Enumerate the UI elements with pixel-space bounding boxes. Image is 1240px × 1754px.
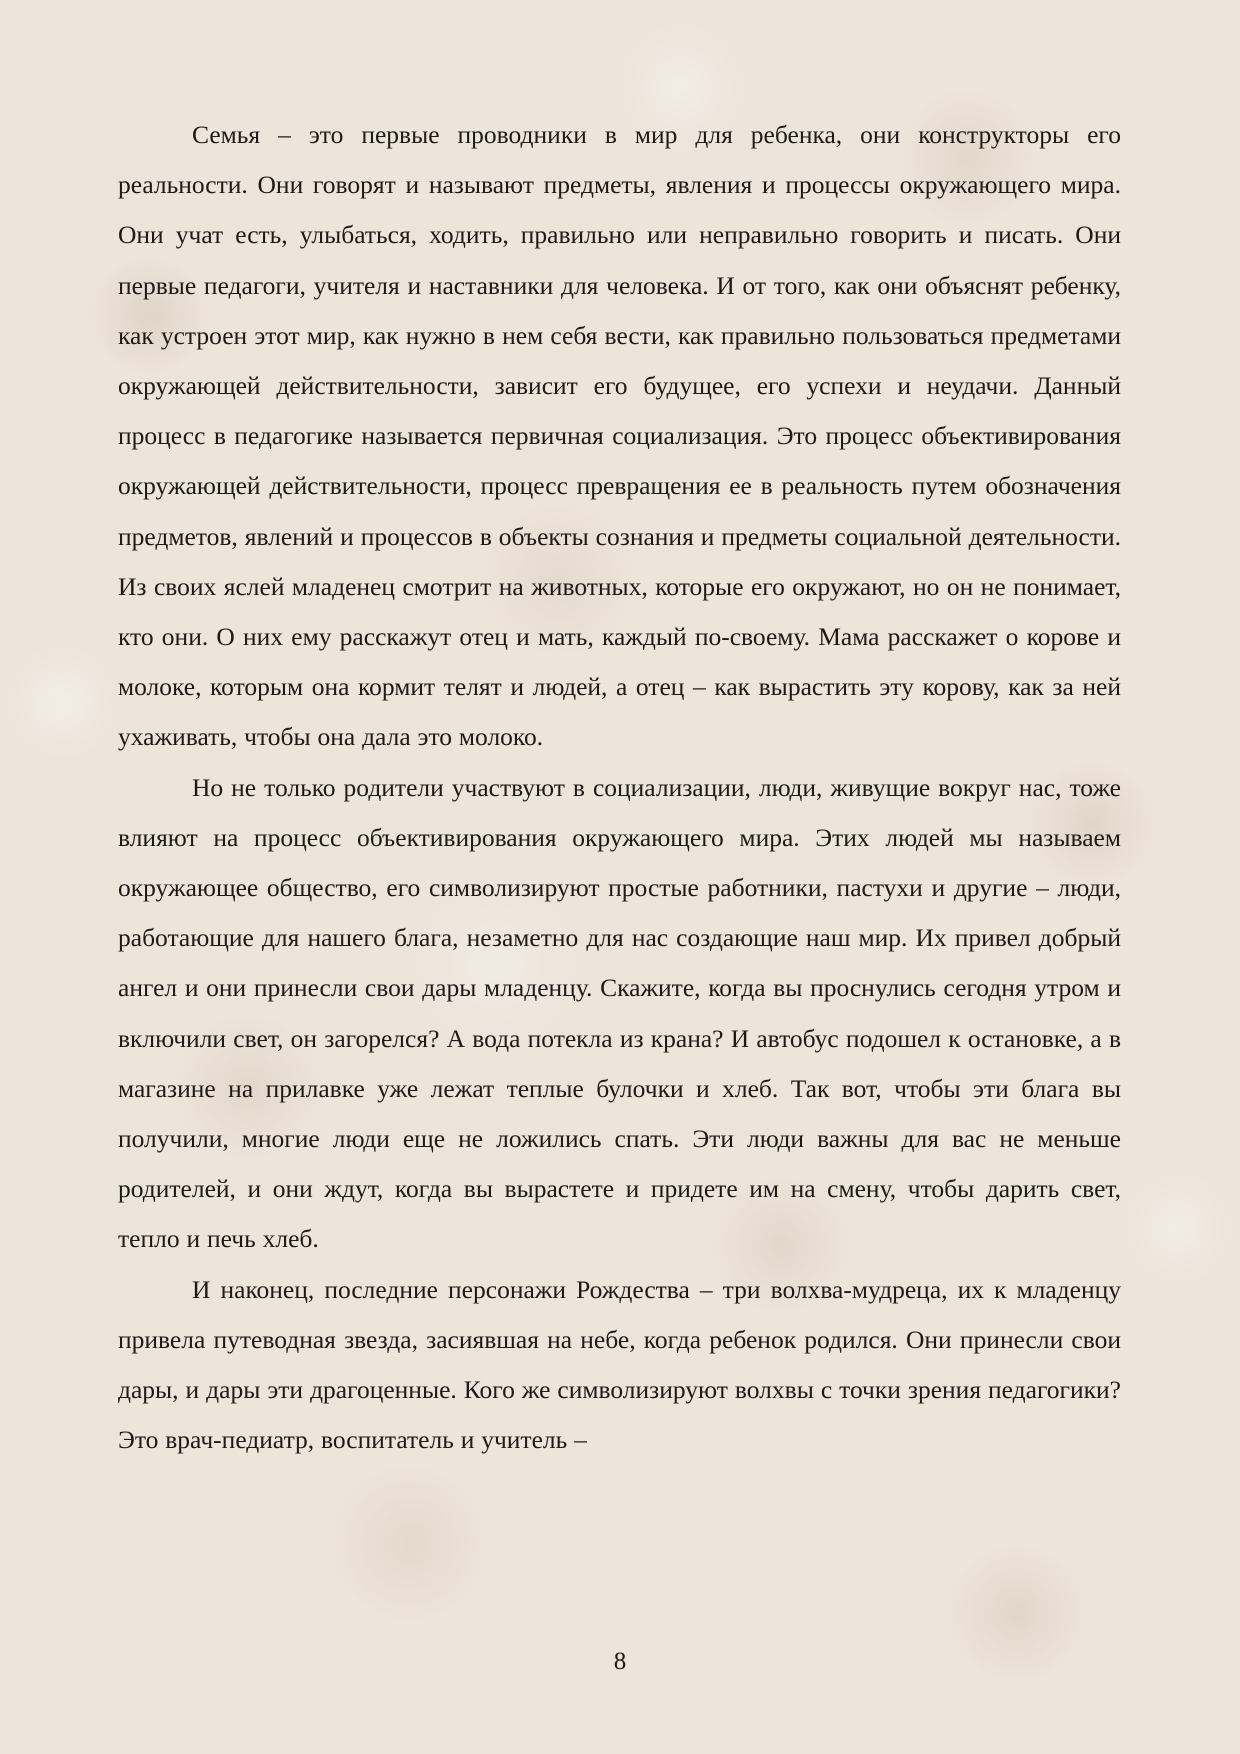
page-number: 8 bbox=[613, 1648, 627, 1675]
paragraph-3: И наконец, последние персонажи Рождества – три волхва-мудреца, их к младенцу привела путеводная звезда, засиявшая на небе, когда ребенок родился. Они принесли свои дары, и дары эти драгоценные. Кого же символизируют волхвы с точки зрения педагогики? Это врач-педиатр, воспитатель и учитель – bbox=[118, 1274, 1121, 1455]
document-body bbox=[118, 110, 1121, 1465]
paragraph-2: Но не только родители участвуют в социализации, люди, живущие вокруг нас, тоже влияют на процесс объективирования окружающего мира. Этих людей мы называем окружающее общество, его символизируют простые работники, пастухи и другие – люди, работающие для нашего блага, незаметно для нас создающие наш мир. Их привел добрый ангел и они принесли свои дары младенцу. Скажите, когда вы проснулись сегодня утром и включили свет, он загорелся? А вода потекла из крана? И автобус подошел к остановке, а в магазине на прилавке уже лежат теплые булочки и хлеб. Так вот, чтобы эти блага вы получили, многие люди еще не ложились спать. Эти люди важны для вас не меньше родителей, и они ждут, когда вы вырастете и придете им на смену, чтобы дарить свет, тепло и печь хлеб. bbox=[118, 772, 1121, 1254]
paragraph-1: Семья – это первые проводники в мир для ребенка, они конструкторы его реальности. Они говорят и называют предметы, явления и процессы окружающего мира. Они учат есть, улыбаться, ходить, правильно или неправильно говорить и писать. Они первые педагоги, учителя и наставники для человека. И от того, как они объяснят ребенку, как устроен этот мир, как нужно в нем себя вести, как правильно пользоваться предметами окружающей действительности, зависит его будущее, его успехи и неудачи. Данный процесс в педагогике называется первичная социализация. Это процесс объективирования окружающей действительности, процесс превращения ее в реальность путем обозначения предметов, явлений и процессов в объекты сознания и предметы социальной деятельности. Из своих яслей младенец смотрит на животных, которые его окружают, но он не понимает, кто они. О них ему расскажут отец и мать, каждый по-своему. Мама расскажет о корове и молоке, которым она кормит телят и людей, а отец – как вырастить эту корову, как за ней ухаживать, чтобы она дала это молоко. bbox=[118, 120, 1121, 752]
